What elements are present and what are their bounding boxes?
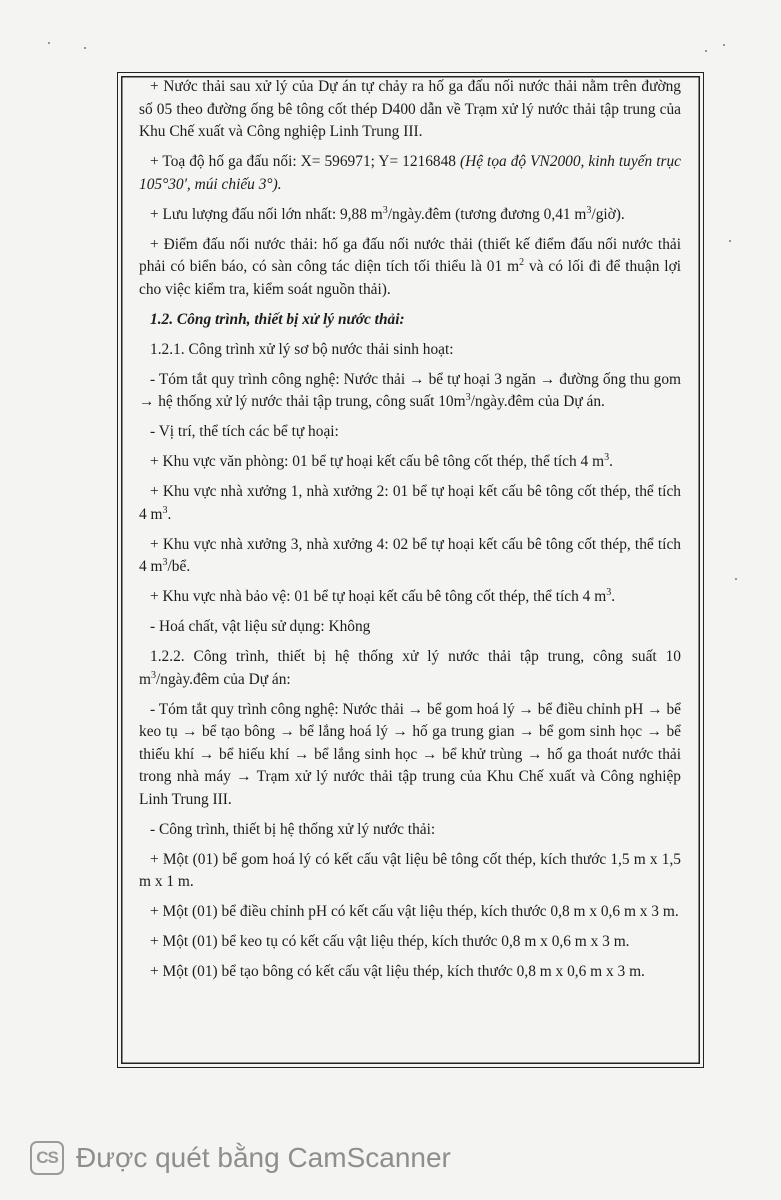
- paragraph-workshop-1-2: + Khu vực nhà xưởng 1, nhà xưởng 2: 01 bể tự hoại kết cấu bê tông cốt thép, thể tích 4 $m^3$.: [139, 483, 681, 523]
- paragraph-ph-tank: + Một (01) bể điều chỉnh pH có kết cấu vật liệu thép, kích thước 0,8 m x 0,6 m x 3 m.: [150, 903, 679, 920]
- paragraph-guard-house: + Khu vực nhà bảo vệ: 01 bể tự hoại kết cấu bê tông cốt thép, thể tích 4 $m^3$.: [150, 587, 616, 605]
- paragraph-physicochemical-tank: + Một (01) bể gom hoá lý có kết cấu vật liệu bê tông cốt thép, kích thước 1,5 m x 1,5 m x 1 m.: [139, 850, 681, 890]
- scan-speck: [84, 47, 86, 49]
- section-heading-1-2-1: 1.2.1. Công trình xử lý sơ bộ nước thải sinh hoạt:: [150, 340, 454, 358]
- camscanner-logo-icon: CS: [30, 1141, 64, 1175]
- paragraph-coordinates: + Toạ độ hố ga đấu nối: X= 596971; Y= 1216848 (Hệ tọa độ VN2000, kinh tuyến trục 105°30', múi chiếu 3°).: [139, 153, 681, 193]
- scan-speck: [735, 578, 737, 580]
- paragraph-flow-rate: + Lưu lượng đấu nối lớn nhất: 9,88 $m^3/ngày.đêm$ (tương đương 0,41 $m^3/giờ$).: [150, 204, 625, 223]
- scan-speck: [729, 240, 731, 242]
- scan-speck: [723, 44, 725, 46]
- section-heading-1-2-2: 1.2.2. Công trình, thiết bị hệ thống xử lý nước thải tập trung, công suất 10 $m^3/ngày.đêm$ của Dự án:: [139, 648, 681, 688]
- paragraph-office-area: + Khu vực văn phòng: 01 bể tự hoại kết cấu bê tông cốt thép, thể tích 4 $m^3$.: [150, 452, 613, 470]
- paragraph-coagulation-tank: + Một (01) bể keo tụ có kết cấu vật liệu thép, kích thước 0,8 m x 0,6 m x 3 m.: [150, 933, 630, 950]
- paragraph-central-process: - Tóm tắt quy trình công nghệ: Nước thải → bể gom hoá lý → bể điều chỉnh pH → bể keo tụ → bể tạo bông → bể lắng hoá lý → hố ga trung gian → bể gom sinh học → bể thiếu khí → bể hiếu khí → bể lắng sinh học → bể khử trùng → hố ga thoát nước thải trong nhà máy → Trạm xử lý nước thải tập trung của Khu Chế xuất và Công nghiệp Linh Trung III.: [139, 700, 681, 808]
- paragraph-septic-location: - Vị trí, thể tích các bể tự hoại:: [150, 423, 339, 440]
- paragraph-flocculation-tank: + Một (01) bể tạo bông có kết cấu vật liệu thép, kích thước 0,8 m x 0,6 m x 3 m.: [150, 963, 645, 980]
- paragraph-output: + Nước thải sau xử lý của Dự án tự chảy ra hố ga đấu nối nước thải nằm trên đường số 05 theo đường ống bê tông cốt thép D400 dẫn về Trạm xử lý nước thải tập trung của Khu Chế xuất và Công nghiệp Linh Trung III.: [139, 78, 681, 140]
- paragraph-connection-point: + Điểm đấu nối nước thải: hố ga đấu nối nước thải (thiết kế điểm đấu nối nước thải phải có biển báo, có sàn công tác diện tích tối thiểu là 01 $m^2$ và có lối đi để thuận lợi cho việc kiểm tra, kiểm soát nguồn thải).: [139, 235, 681, 298]
- paragraph-equipment-intro: - Công trình, thiết bị hệ thống xử lý nước thải:: [150, 820, 436, 838]
- scan-speck: [48, 42, 50, 44]
- paragraph-workshop-3-4: + Khu vực nhà xưởng 3, nhà xưởng 4: 02 bể tự hoại kết cấu bê tông cốt thép, thể tích 4 $m^3/bể$.: [139, 535, 681, 575]
- scan-speck: [705, 50, 707, 52]
- paragraph-process-summary: - Tóm tắt quy trình công nghệ: Nước thải → bể tự hoại 3 ngăn → đường ống thu gom → hệ thống xử lý nước thải tập trung, công suất $10m^3/ngày.đêm$ của Dự án.: [139, 370, 681, 410]
- watermark-text: Được quét bằng CamScanner: [76, 1142, 451, 1173]
- section-heading-1-2: 1.2. Công trình, thiết bị xử lý nước thải:: [150, 310, 405, 328]
- document-body: [139, 76, 681, 991]
- camscanner-watermark: [30, 1138, 451, 1178]
- paragraph-chemicals: - Hoá chất, vật liệu sử dụng: Không: [150, 618, 371, 635]
